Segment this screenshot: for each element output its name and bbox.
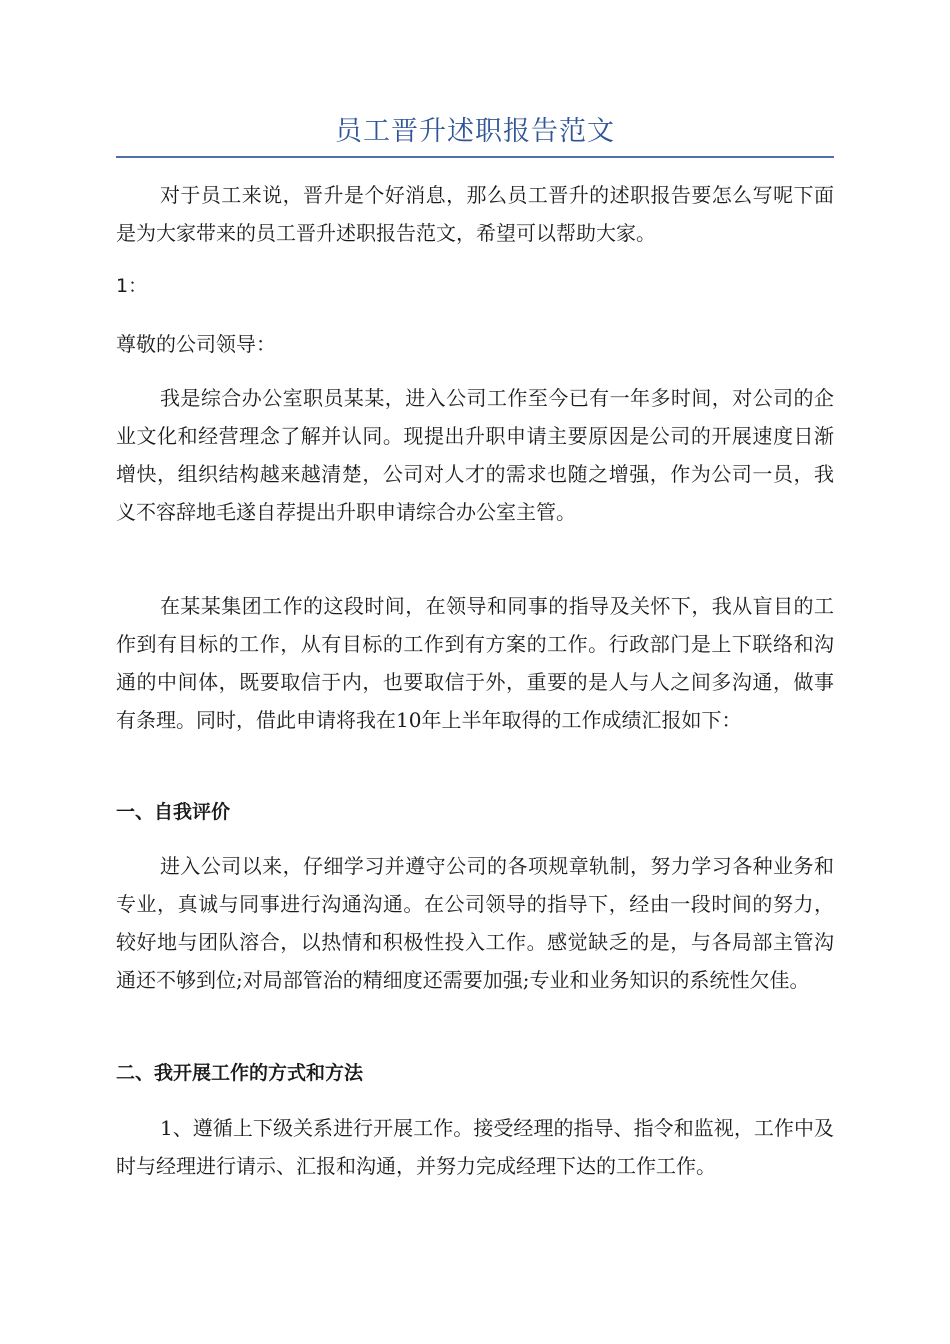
intro-paragraph: 对于员工来说，晋升是个好消息，那么员工晋升的述职报告要怎么写呢下面是为大家带来的员工晋升述职报告范文，希望可以帮助大家。 (116, 183, 834, 245)
section-number: 1： (116, 275, 148, 297)
salutation: 尊敬的公司领导： (116, 332, 276, 356)
title-block (116, 112, 834, 158)
paragraph-work-method-1: 1、遵循上下级关系进行开展工作。接受经理的指导、指令和监视，工作中及时与经理进行请示、汇报和沟通，并努力完成经理下达的工作工作。 (116, 1116, 834, 1178)
paragraph-self-introduction: 我是综合办公室职员某某，进入公司工作至今已有一年多时间，对公司的企业文化和经营理念了解并认同。现提出升职申请主要原因是公司的开展速度日渐增快，组织结构越来越清楚，公司对人才的需求也随之增强，作为公司一员，我义不容辞地毛遂自荐提出升职申请综合办公室主管。 (116, 386, 834, 524)
document-title: 员工晋升述职报告范文 (335, 116, 615, 147)
heading-self-evaluation: 一、自我评价 (116, 801, 231, 823)
paragraph-self-evaluation: 进入公司以来，仔细学习并遵守公司的各项规章轨制，努力学习各种业务和专业，真诚与同事进行沟通沟通。在公司领导的指导下，经由一段时间的努力，较好地与团队溶合，以热情和积极性投入工作。感觉缺乏的是，与各局部主管沟通还不够到位;对局部管治的精细度还需要加强;专业和业务知识的系统性欠佳。 (116, 854, 834, 992)
heading-work-methods: 二、我开展工作的方式和方法 (116, 1062, 364, 1084)
paragraph-work-summary: 在某某集团工作的这段时间，在领导和同事的指导及关怀下，我从盲目的工作到有目标的工作，从有目标的工作到有方案的工作。行政部门是上下联络和沟通的中间体，既要取信于内，也要取信于外，重要的是人与人之间多沟通，做事有条理。同时，借此申请将我在10年上半年取得的工作成绩汇报如下： (116, 594, 834, 732)
